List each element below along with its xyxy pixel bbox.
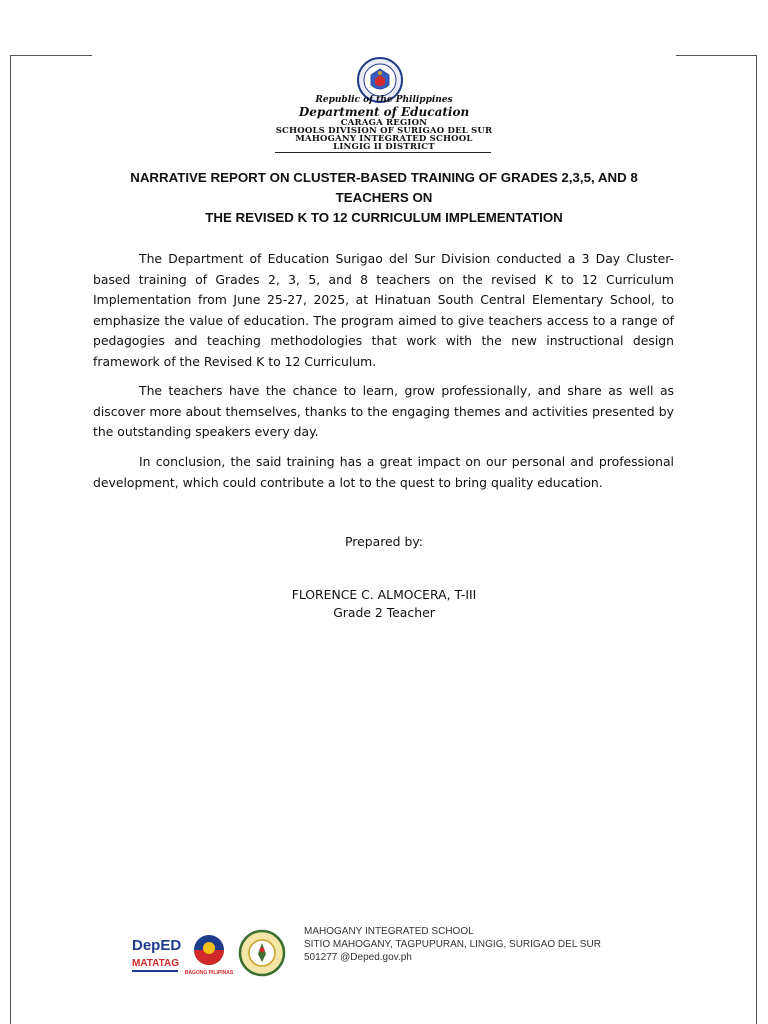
report-title: [92, 168, 676, 228]
logo-bagong-text: BAGONG PILIPINAS: [184, 970, 234, 976]
report-title-line1: NARRATIVE REPORT ON CLUSTER-BASED TRAINING OF GRADES 2,3,5, AND 8 TEACHERS ON: [130, 170, 638, 205]
header-school: MAHOGANY INTEGRATED SCHOOL: [295, 134, 473, 144]
page-frame-top-left: [10, 55, 92, 56]
report-title-line2: THE REVISED K TO 12 CURRICULUM IMPLEMENTATION: [205, 210, 563, 225]
footer-address: SITIO MAHOGANY, TAGPUPURAN, LINGIG, SURIGAO DEL SUR: [304, 939, 601, 950]
deped-matatag-logo-icon: [132, 937, 181, 972]
prepared-by-label: Prepared by:: [345, 534, 423, 549]
page-frame-right: [756, 55, 757, 1024]
footer-logos: [130, 928, 290, 980]
header-republic: Republic of the Philippines: [315, 95, 453, 105]
footer-school-name: MAHOGANY INTEGRATED SCHOOL: [304, 926, 474, 937]
logo-deped-text: DepED: [132, 937, 182, 954]
page-frame-top-right: [676, 55, 757, 56]
bagong-pilipinas-logo-icon: [185, 935, 234, 976]
signatory-name: FLORENCE C. ALMOCERA, T-III: [291, 587, 477, 602]
header-district: LINGIG II DISTRICT: [333, 142, 435, 152]
page-frame-left: [10, 55, 11, 1024]
header-divider: [275, 152, 491, 153]
header-region: CARAGA REGION: [340, 118, 428, 128]
signatory-role: Grade 2 Teacher: [333, 605, 435, 620]
paragraph-2-text: The teachers have the chance to learn, grow professionally, and share as well as discover more about themselves, thanks to the engaging themes and activities presented by the outstanding speakers every day.: [93, 383, 674, 439]
footer-contact: 501277 @Deped.gov.ph: [304, 952, 412, 963]
paragraph-1-text: The Department of Education Surigao del Sur Division conducted a 3 Day Cluster-based training of Grades 2, 3, 5, and 8 teachers on the revised K to 12 Curriculum Implementation from June 25-27, 2025, at Hinatuan South Central Elementary School, to emphasize the value of education. The program aimed to give teachers access to a range of pedagogies and teaching methodologies that work with the new instructional design framework of the Revised K to 12 Curriculum.: [93, 251, 674, 369]
paragraph-3: [93, 452, 674, 493]
paragraph-2: [93, 381, 674, 443]
logo-matatag-text: MATATAG: [132, 958, 180, 969]
paragraph-3-text: In conclusion, the said training has a great impact on our personal and professional development, which could contribute a lot to the quest to bring quality education.: [93, 454, 674, 490]
header-department: Department of Education: [298, 105, 470, 119]
school-seal-icon: [240, 931, 284, 975]
header-division: SCHOOLS DIVISION OF SURIGAO DEL SUR: [275, 126, 493, 136]
paragraph-1: [93, 249, 674, 372]
